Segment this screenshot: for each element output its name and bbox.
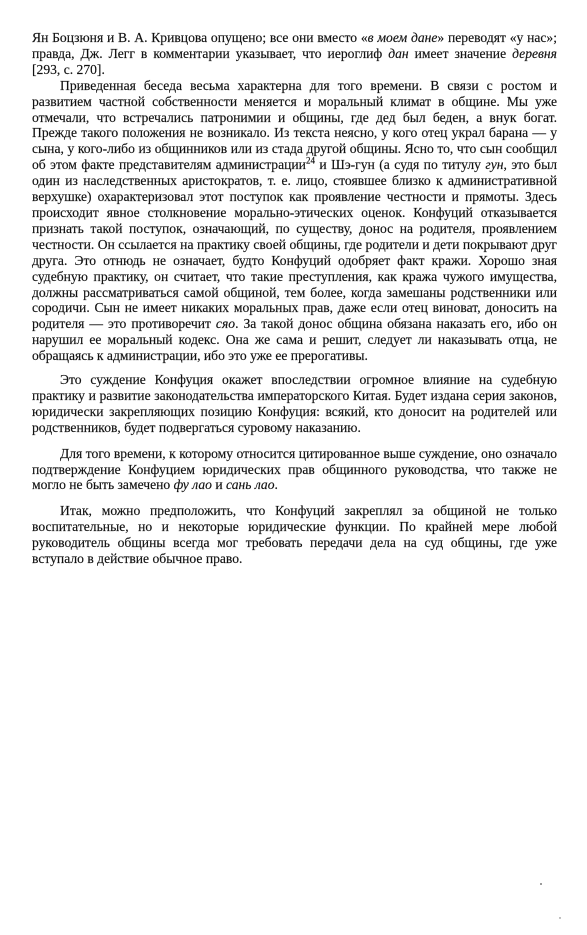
paragraph-conversation-analysis: Приведенная беседа весьма характерна для того времени. В связи с ростом и развитием частной собственности меняется и моральный климат в общине. Мы уже отмечали, что встречались патронимии и общины, где дед был беден, а внук богат. Прежде такого положения не возникало. Из текста неясно, у кого отец украл барана — у сына, у кого-либо из общинников или из стада другой общины. Ясно то, что сын сообщил об этом факте представителям администрации$^{24}$ и Шэ-гун (а судя по титулу гун, это был один из наследственных аристократов, т. е. лицо, стоявшее близко к административной верхушке) охарактеризовал этот поступок как проявление честности и прямоты. Здесь происходит явное столкновение морально-этических оценок. Конфуций отказывается признать такой поступок, означающий, по существу, донос на родителя, проявлением честности. Он ссылается на практику своей общины, где родители и дети покрывают друг друга. Это отнюдь не означает, будто Конфуций одобряет факт кражи. Хорошо зная судебную практику, он считает, что такие преступления, как кража чужого имущества, должны рассматриваться самой общиной, тем более, когда замешаны родственники или сородичи. Сын не имеет никаких моральных прав, даже если отец виноват, доносить на родителя — это противоречит сяо. За такой донос община обязана наказать его, ибо он нарушил ее моральный кодекс. Она же сама и решит, следует ли наказывать отца, не обращаясь к администрации, ибо это уже ее прерогативы. [32,77,558,364]
footnote-ref-24: 24 [305,155,315,166]
paragraph-judgment-influence: Это суждение Конфуция окажет впоследствии огромное влияние на судебную практику и развитие законодательства императорского Китая. Будет издана серия законов, юридически закрепляющих позицию Конфуция: всякий, кто доносит на родителей или родственников, будет подвергаться суровому наказанию. [32,372,557,435]
page-text [32,30,557,567]
paragraph-conclusion: Итак, можно предположить, что Конфуций закреплял за общиной не только воспитательные, но и некоторые юридические функции. По крайней мере любой руководитель общины всегда мог требовать передачи дела на суд общины, где уже вступало в действие обычное право. [32,503,557,567]
paragraph-continuation: Ян Боцзюня и В. А. Кривцова опущено; все они вместо «в моем дане» переводят «у нас»; правда, Дж. Легг в комментарии указывает, что иероглиф дан имеет значение деревня [293, с. 270]. [32,30,557,77]
paragraph-legal-rights: Для того времени, к которому относится цитированное выше суждение, оно означало подтверждение Конфуцием юридических прав общинного руководства, что также не могло не быть замечено фу лао и сань лао. [32,445,557,493]
